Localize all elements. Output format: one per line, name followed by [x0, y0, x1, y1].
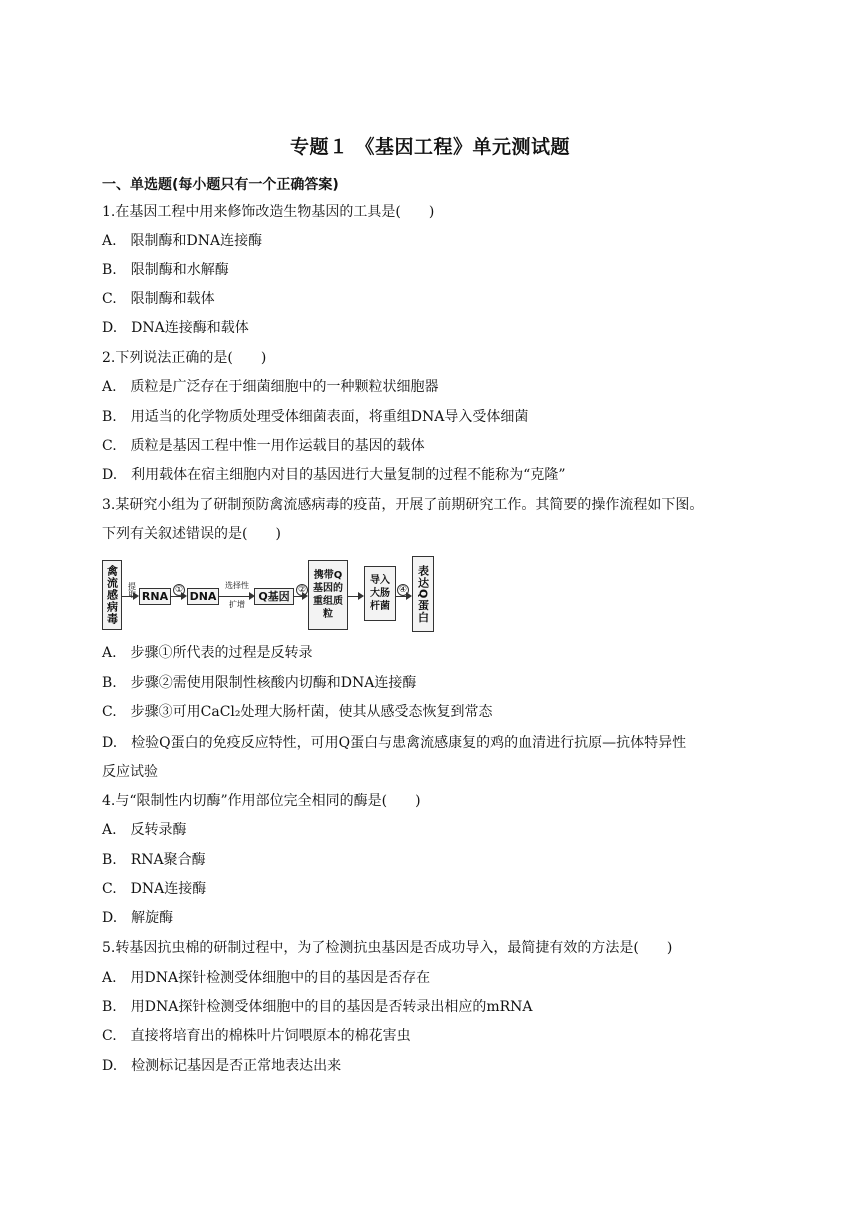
- express-box: 表达Q蛋白: [412, 556, 434, 632]
- virus-box: 禽流感病毒: [102, 560, 122, 630]
- question-2-option-a: A. 质粒是广泛存在于细菌细胞中的一种颗粒状细胞器: [102, 379, 439, 395]
- arrow-amplify: [219, 596, 253, 597]
- question-3-stem-line2: 下列有关叙述错误的是( ): [102, 526, 281, 542]
- question-4-option-b: B. RNA聚合酶: [102, 852, 206, 868]
- question-2-option-b: B. 用适当的化学物质处理受体细菌表面，将重组DNA导入受体细菌: [102, 409, 529, 425]
- question-1-option-d: D. DNA连接酶和载体: [102, 320, 249, 336]
- q-gene-box: Q基因: [254, 588, 294, 605]
- question-1-stem: 1.在基因工程中用来修饰改造生物基因的工具是( ): [102, 204, 435, 220]
- rna-box: RNA: [139, 588, 171, 605]
- question-4-option-c: C. DNA连接酶: [102, 881, 207, 897]
- dna-box: DNA: [187, 588, 219, 605]
- question-3-stem-line1: 3.某研究小组为了研制预防禽流感病毒的疫苗，开展了前期研究工作。其简要的操作流程如下图。: [102, 497, 704, 513]
- arrow-step2: [294, 596, 306, 597]
- question-5-option-b: B. 用DNA探针检测受体细胞中的目的基因是否转录出相应的mRNA: [102, 999, 533, 1015]
- step-4-marker: ④: [398, 585, 408, 595]
- question-5-option-d: D. 检测标记基因是否正常地表达出来: [102, 1058, 342, 1074]
- plasmid-box: 携带Q基因的重组质粒: [308, 560, 348, 630]
- question-5-stem: 5.转基因抗虫棉的研制过程中，为了检测抗虫基因是否成功导入，最简捷有效的方法是( ): [102, 940, 673, 956]
- arrow-extract: [122, 596, 137, 597]
- question-3-option-c: C. 步骤③可用CaCl₂处理大肠杆菌，使其从感受态恢复到常态: [102, 704, 493, 720]
- section-heading: 一、单选题(每小题只有一个正确答案): [102, 177, 339, 193]
- question-3-option-d: D. 检验Q蛋白的免疫反应特性，可用Q蛋白与患禽流感康复的鸡的血清进行抗原—抗体特异性: [102, 735, 687, 751]
- amplify-bottom-label: 扩增: [229, 600, 245, 609]
- arrow-step3: [348, 596, 362, 597]
- page-title: 专题１ 《基因工程》单元测试题: [289, 136, 571, 158]
- question-5-option-a: A. 用DNA探针检测受体细胞中的目的基因是否存在: [102, 970, 431, 986]
- question-4-option-d: D. 解旋酶: [102, 910, 174, 926]
- question-1-option-b: B. 限制酶和水解酶: [102, 262, 229, 278]
- question-2-stem: 2.下列说法正确的是( ): [102, 350, 267, 366]
- ecoli-box: 导入大肠杆菌: [364, 566, 396, 621]
- step-2-marker: ②: [297, 585, 307, 595]
- question-3-option-d-cont: 反应试验: [102, 764, 158, 780]
- question-1-option-a: A. 限制酶和DNA连接酶: [102, 233, 263, 249]
- question-4-stem: 4.与“限制性内切酶”作用部位完全相同的酶是( ): [102, 793, 421, 809]
- question-2-option-c: C. 质粒是基因工程中惟一用作运载目的基因的载体: [102, 438, 425, 454]
- question-3-option-a: A. 步骤①所代表的过程是反转录: [102, 645, 313, 661]
- arrow-step1: [171, 596, 185, 597]
- step-1-marker: ①: [174, 585, 184, 595]
- question-1-option-c: C. 限制酶和载体: [102, 291, 215, 307]
- amplify-top-label: 选择性: [225, 581, 249, 590]
- question-2-option-d: D. 利用载体在宿主细胞内对目的基因进行大量复制的过程不能称为“克隆”: [102, 467, 566, 483]
- question-5-option-c: C. 直接将培育出的棉株叶片饲喂原本的棉花害虫: [102, 1028, 411, 1044]
- question-4-option-a: A. 反转录酶: [102, 822, 187, 838]
- flow-diagram: [102, 556, 434, 632]
- arrow-step4: [396, 596, 410, 597]
- question-3-option-b: B. 步骤②需使用限制性核酸内切酶和DNA连接酶: [102, 675, 417, 691]
- extract-label: 提取: [127, 582, 137, 598]
